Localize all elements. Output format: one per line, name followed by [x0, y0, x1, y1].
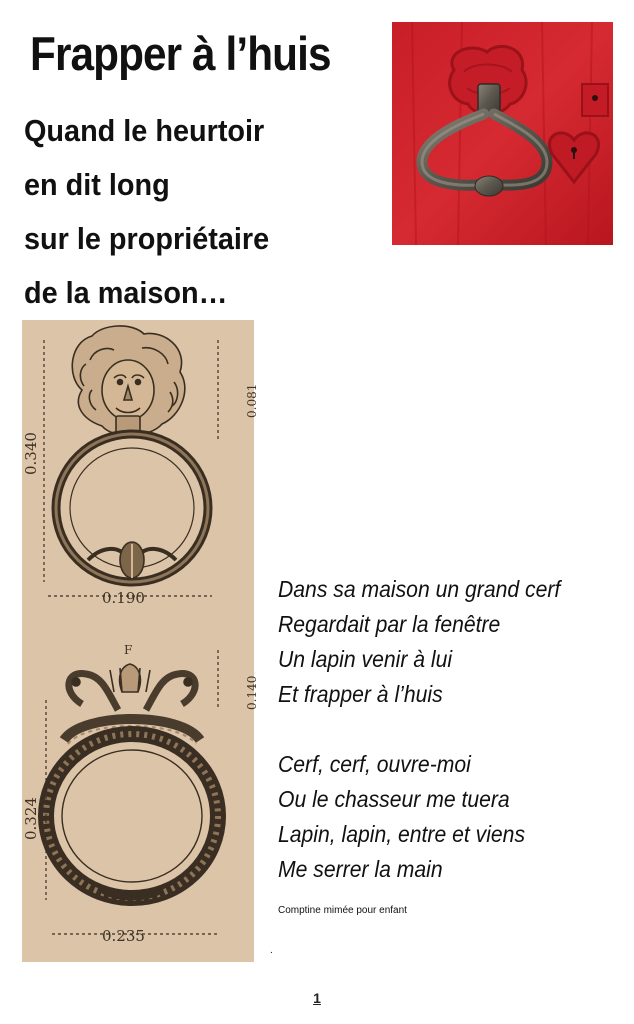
poem-line: Regardait par la fenêtre: [278, 611, 501, 637]
poem-line: Un lapin venir à lui: [278, 646, 453, 672]
poem-line: Lapin, lapin, entre et viens: [278, 821, 526, 847]
dimension-label: 0.235: [102, 927, 145, 945]
door-knocker-photo-icon: [392, 22, 613, 245]
subtitle-line: de la maison…: [24, 275, 228, 310]
page-number: 1: [313, 990, 321, 1006]
dimension-label: 0.140: [245, 675, 259, 710]
dimension-label: 0.081: [245, 383, 259, 418]
dimension-label: 0.324: [22, 797, 40, 840]
subtitle-line: sur le propriétaire: [24, 221, 270, 256]
door-knocker-engraving: [22, 320, 259, 962]
poem-line: Cerf, cerf, ouvre-moi: [278, 751, 471, 777]
poem-line: Ou le chasseur me tuera: [278, 786, 510, 812]
poem-line: Et frapper à l’huis: [278, 681, 443, 707]
poem-line: Dans sa maison un grand cerf: [278, 576, 561, 602]
subtitle-line: Quand le heurtoir: [24, 113, 265, 148]
poem-caption: Comptine mimée pour enfant: [278, 905, 407, 916]
page-title: Frapper à l’huis: [30, 27, 331, 80]
dimension-label: 0.340: [22, 432, 40, 475]
stray-dot: .: [270, 945, 273, 956]
poem: [278, 572, 560, 887]
engraving-letter: F: [124, 643, 133, 657]
stanza-gap: [278, 712, 560, 747]
subtitle: [24, 104, 269, 320]
door-knocker-photo: [392, 22, 613, 245]
door-knocker-engraving-icon: [22, 320, 259, 962]
dimension-label: 0.190: [102, 589, 145, 607]
poem-line: Me serrer la main: [278, 856, 443, 882]
subtitle-line: en dit long: [24, 167, 170, 202]
